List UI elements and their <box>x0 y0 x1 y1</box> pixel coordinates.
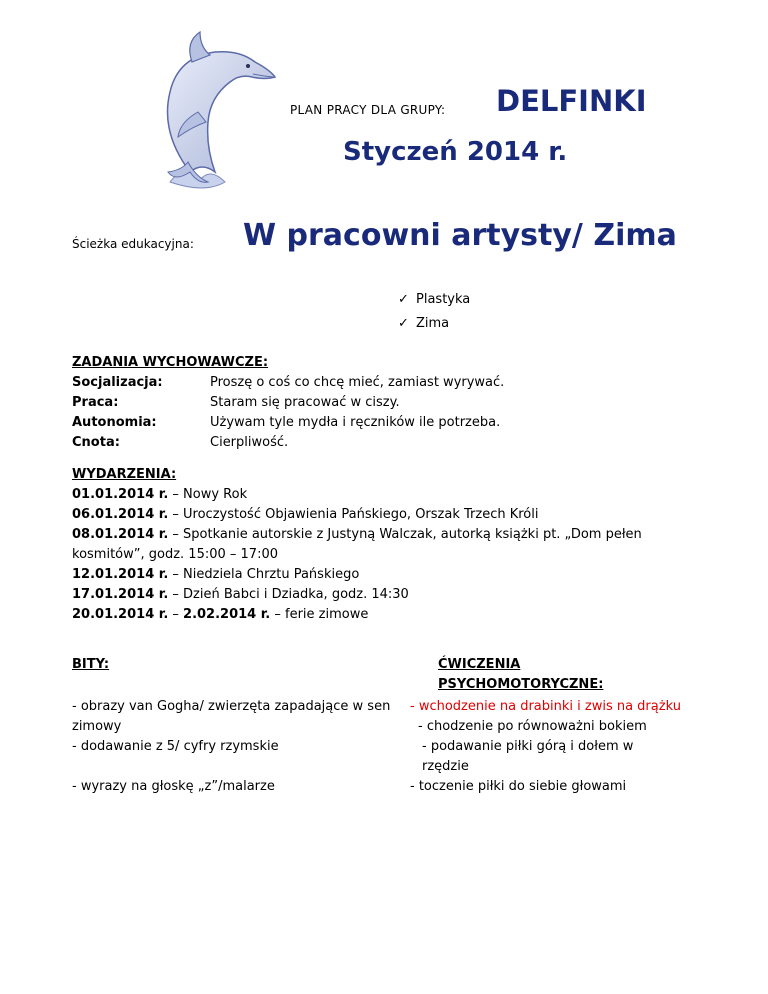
event-item <box>72 525 712 565</box>
topic-checklist <box>398 288 470 336</box>
event-date: 01.01.2014 r. <box>72 487 169 502</box>
tasks-section <box>72 353 504 453</box>
task-key: Socjalizacja: <box>72 375 163 390</box>
checkmark-icon: ✓ <box>398 292 409 307</box>
task-row <box>72 373 504 393</box>
task-key: Cnota: <box>72 435 120 450</box>
dolphin-illustration <box>130 22 280 200</box>
event-text: – Nowy Rok <box>168 487 248 502</box>
path-label: Ścieżka edukacyjna: <box>72 237 194 251</box>
exercise-item: - chodzenie po równoważni bokiem <box>418 719 647 734</box>
task-value: Używam tyle mydła i ręczników ile potrzeba. <box>210 415 501 430</box>
event-text: – Dzień Babci i Dziadka, godz. 14:30 <box>168 587 409 602</box>
checklist-item-label: Zima <box>416 316 450 331</box>
exercises-heading <box>438 655 603 695</box>
events-heading: WYDARZENIA: <box>72 467 177 482</box>
event-date: 20.01.2014 r. <box>72 607 169 622</box>
exercises-heading-line: PSYCHOMOTORYCZNE: <box>438 677 604 692</box>
event-item <box>72 605 712 625</box>
event-date-end: 2.02.2014 r. <box>183 607 271 622</box>
event-text: – <box>168 607 184 622</box>
group-name: DELFINKI <box>496 84 647 118</box>
event-text: – Uroczystość Objawienia Pańskiego, Orszak Trzech Króli <box>168 507 539 522</box>
event-text: – Spotkanie autorskie z Justyną Walczak, autorką książki pt. „Dom pełen kosmitów”, godz. 15:00 – 17:00 <box>72 527 642 562</box>
task-row <box>72 393 504 413</box>
bity-item: - obrazy van Gogha/ zwierzęta zapadające w sen zimowy <box>72 699 391 734</box>
exercise-item: - podawanie piłki górą i dołem w rzędzie <box>422 739 634 774</box>
event-item <box>72 565 712 585</box>
checklist-item <box>398 288 470 312</box>
task-key: Autonomia: <box>72 415 157 430</box>
event-text: – ferie zimowe <box>270 607 369 622</box>
task-value: Proszę o coś co chcę mieć, zamiast wyrywać. <box>210 375 505 390</box>
exercise-item: - toczenie piłki do siebie głowami <box>410 779 627 794</box>
plan-label: PLAN PRACY DLA GRUPY: <box>290 103 446 117</box>
task-value: Staram się pracować w ciszy. <box>210 395 400 410</box>
exercises-heading-line: ĆWICZENIA <box>438 657 521 672</box>
event-item <box>72 505 712 525</box>
bity-item: - dodawanie z 5/ cyfry rzymskie <box>72 739 279 754</box>
exercise-item: - wchodzenie na drabinki i zwis na drążku <box>410 699 681 714</box>
event-date: 06.01.2014 r. <box>72 507 169 522</box>
bity-item: - wyrazy na głoskę „z”/malarze <box>72 779 275 794</box>
task-value: Cierpliwość. <box>210 435 289 450</box>
path-title: W pracowni artysty/ Zima <box>243 218 677 253</box>
tasks-heading: ZADANIA WYCHOWAWCZE: <box>72 355 269 370</box>
checklist-item <box>398 312 470 336</box>
month-title: Styczeń 2014 r. <box>343 137 568 167</box>
checklist-item-label: Plastyka <box>416 292 471 307</box>
task-row <box>72 433 504 453</box>
event-item <box>72 585 712 605</box>
event-item <box>72 485 712 505</box>
event-text: – Niedziela Chrztu Pańskiego <box>168 567 360 582</box>
bity-heading: BITY: <box>72 657 110 672</box>
task-row <box>72 413 504 433</box>
task-key: Praca: <box>72 395 119 410</box>
bity-section <box>72 655 402 797</box>
event-date: 08.01.2014 r. <box>72 527 169 542</box>
exercises-list <box>400 697 720 797</box>
events-section <box>72 465 712 625</box>
event-date: 12.01.2014 r. <box>72 567 169 582</box>
event-date: 17.01.2014 r. <box>72 587 169 602</box>
checkmark-icon: ✓ <box>398 316 409 331</box>
